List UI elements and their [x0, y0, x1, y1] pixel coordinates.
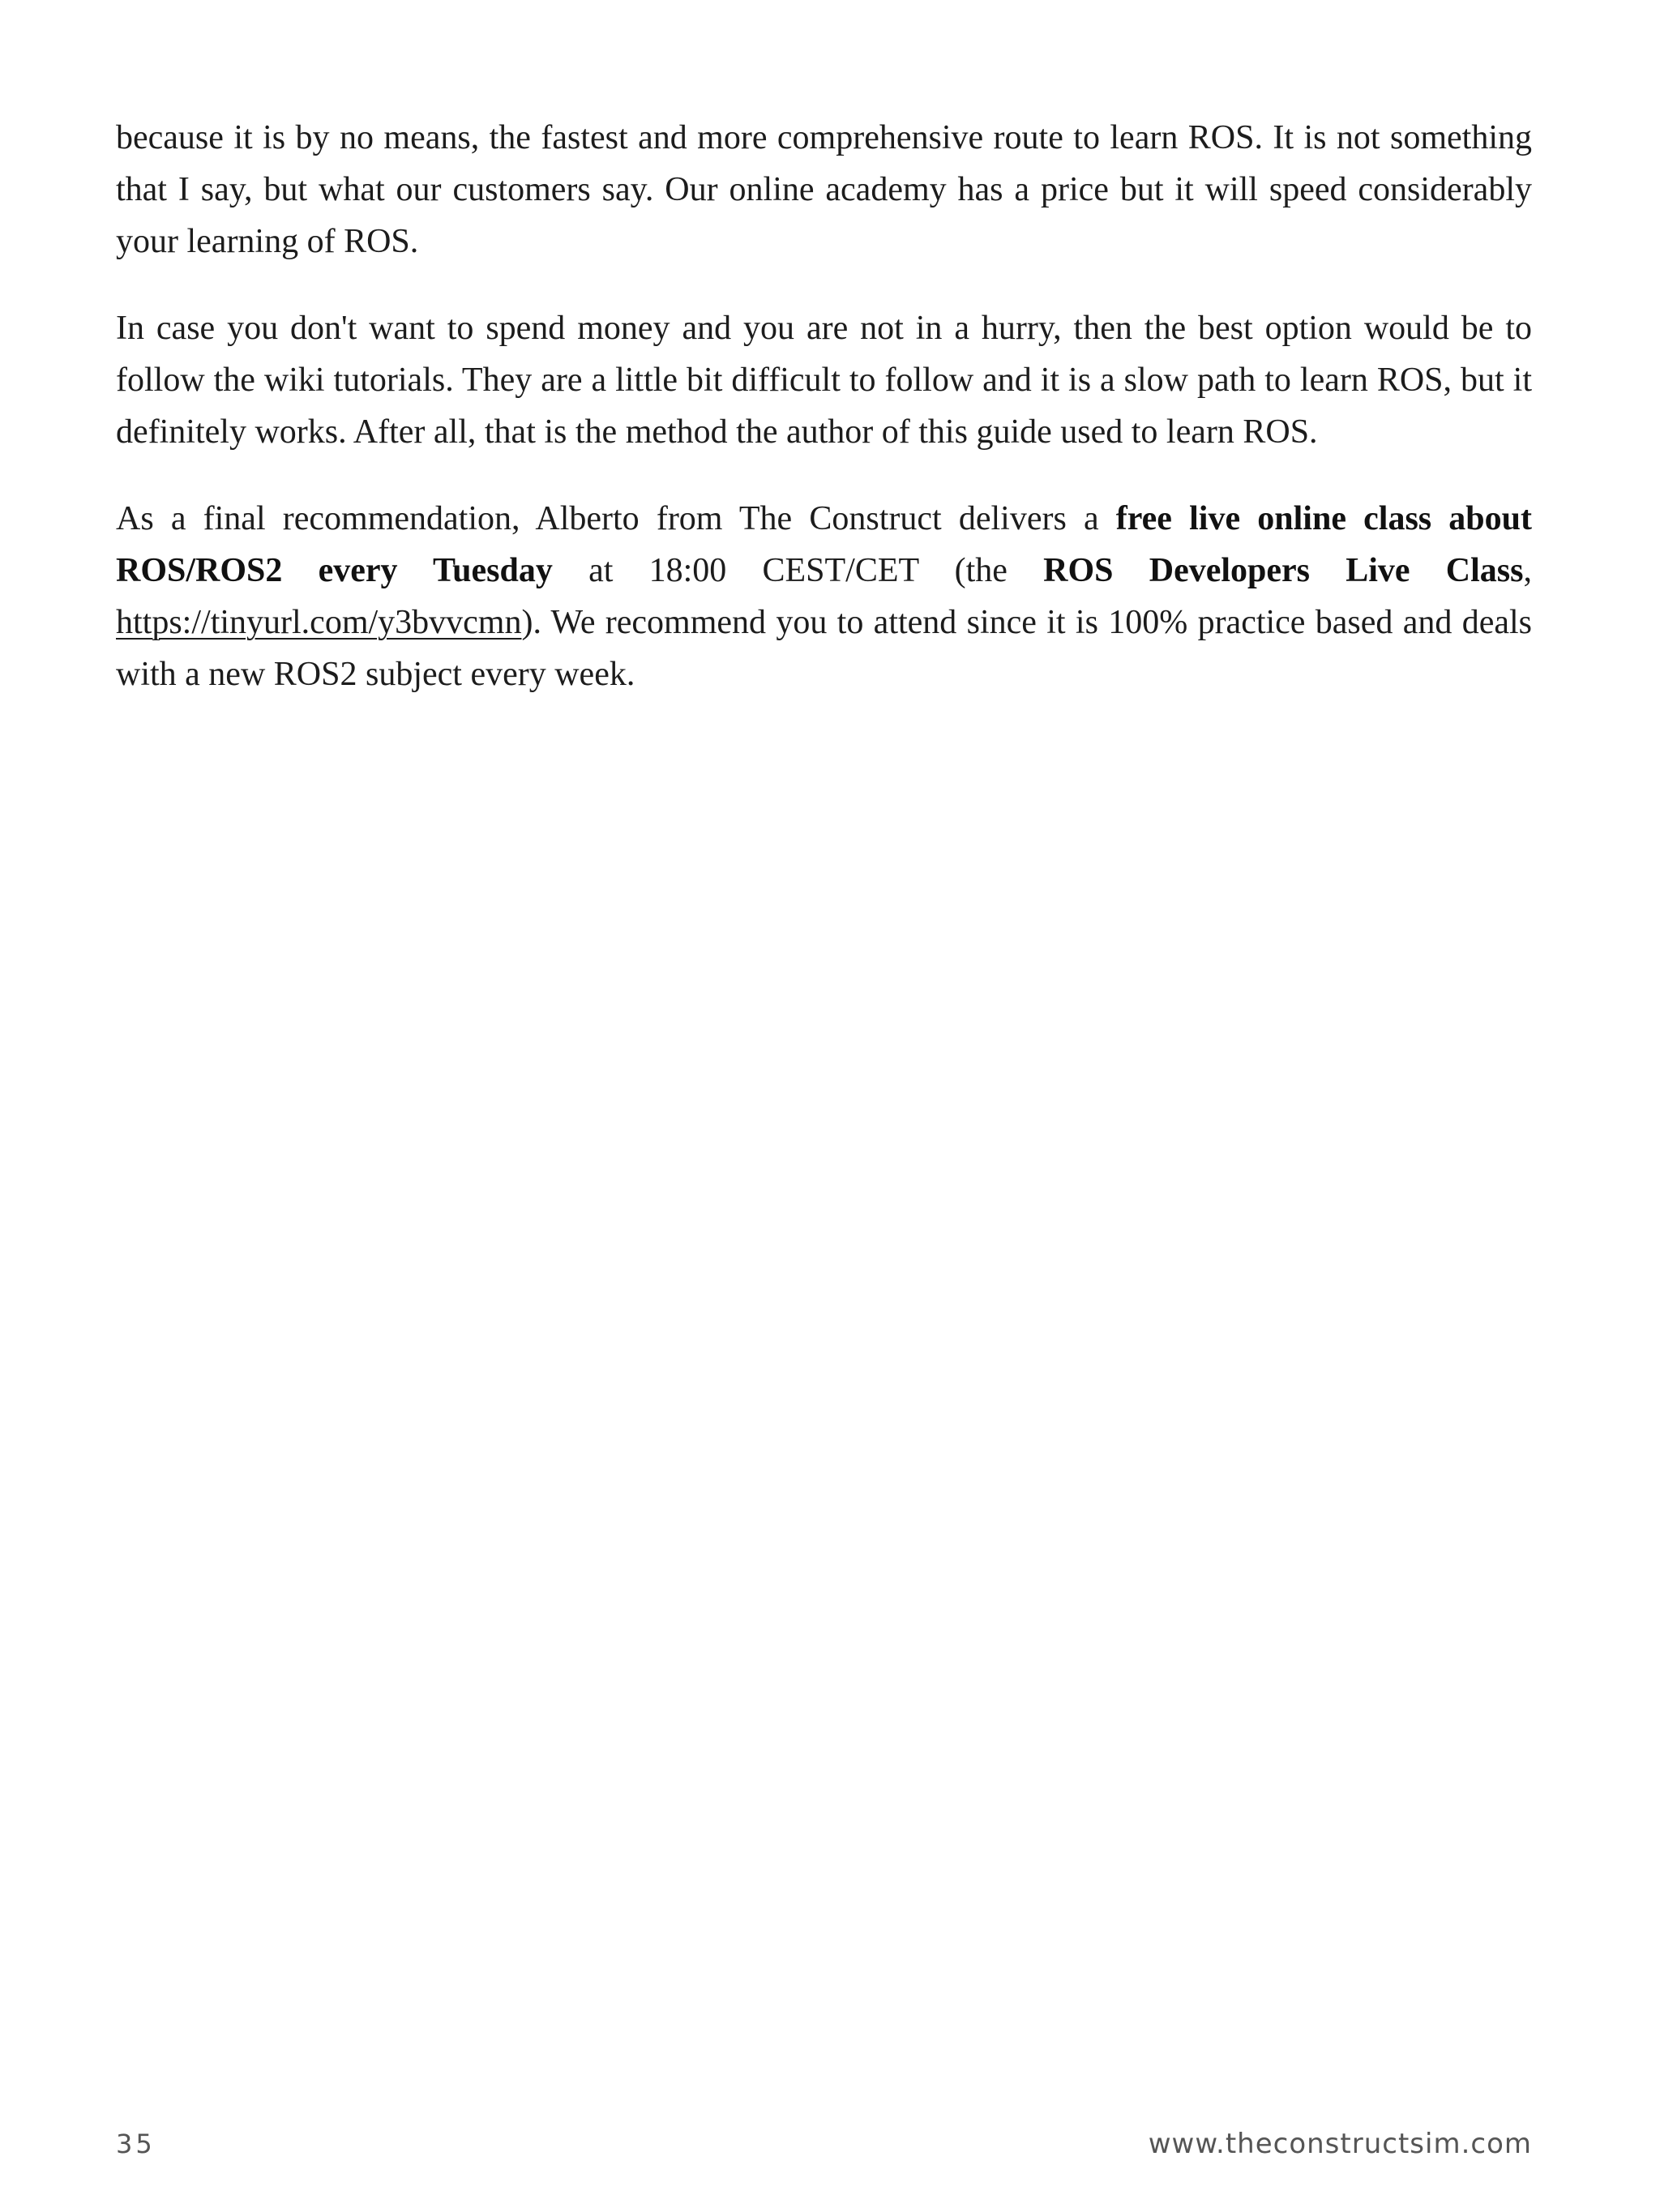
page-body: [116, 112, 1532, 700]
text-segment: ,: [1523, 552, 1532, 589]
page-number: 35: [116, 2129, 156, 2159]
site-url: www.theconstructsim.com: [1148, 2128, 1532, 2160]
text-segment: ). We recommend you to attend since it is 100% practice based and deals with a new ROS2 subject every week.: [116, 604, 1532, 693]
bold-ros-developers-live-class: ROS Developers Live Class: [1043, 552, 1524, 589]
bold-free-live-class: free live online class about ROS/ROS2 every Tuesday: [116, 500, 1533, 589]
paragraph-learning-route: because it is by no means, the fastest and more comprehensive route to learn ROS. It is not something that I say, but what our customers say. Our online academy has a price but it will speed considerably your learning of ROS.: [116, 119, 1532, 260]
paragraph-wiki-tutorials: In case you don't want to spend money and you are not in a hurry, then the best option would be to follow the wiki tutorials. They are a little bit difficult to follow and it is a slow path to learn ROS, but it definitely works. After all, that is the method the author of this guide used to learn ROS.: [116, 310, 1532, 451]
tinyurl-link[interactable]: https://tinyurl.com/y3bvvcmn: [116, 604, 522, 641]
text-segment: at 18:00 CEST/CET (the: [552, 552, 1044, 589]
paragraph-live-class: [116, 493, 1532, 700]
page-footer: [116, 2124, 1532, 2164]
text-segment: As a final recommendation, Alberto from The Construct delivers a: [116, 500, 1116, 537]
